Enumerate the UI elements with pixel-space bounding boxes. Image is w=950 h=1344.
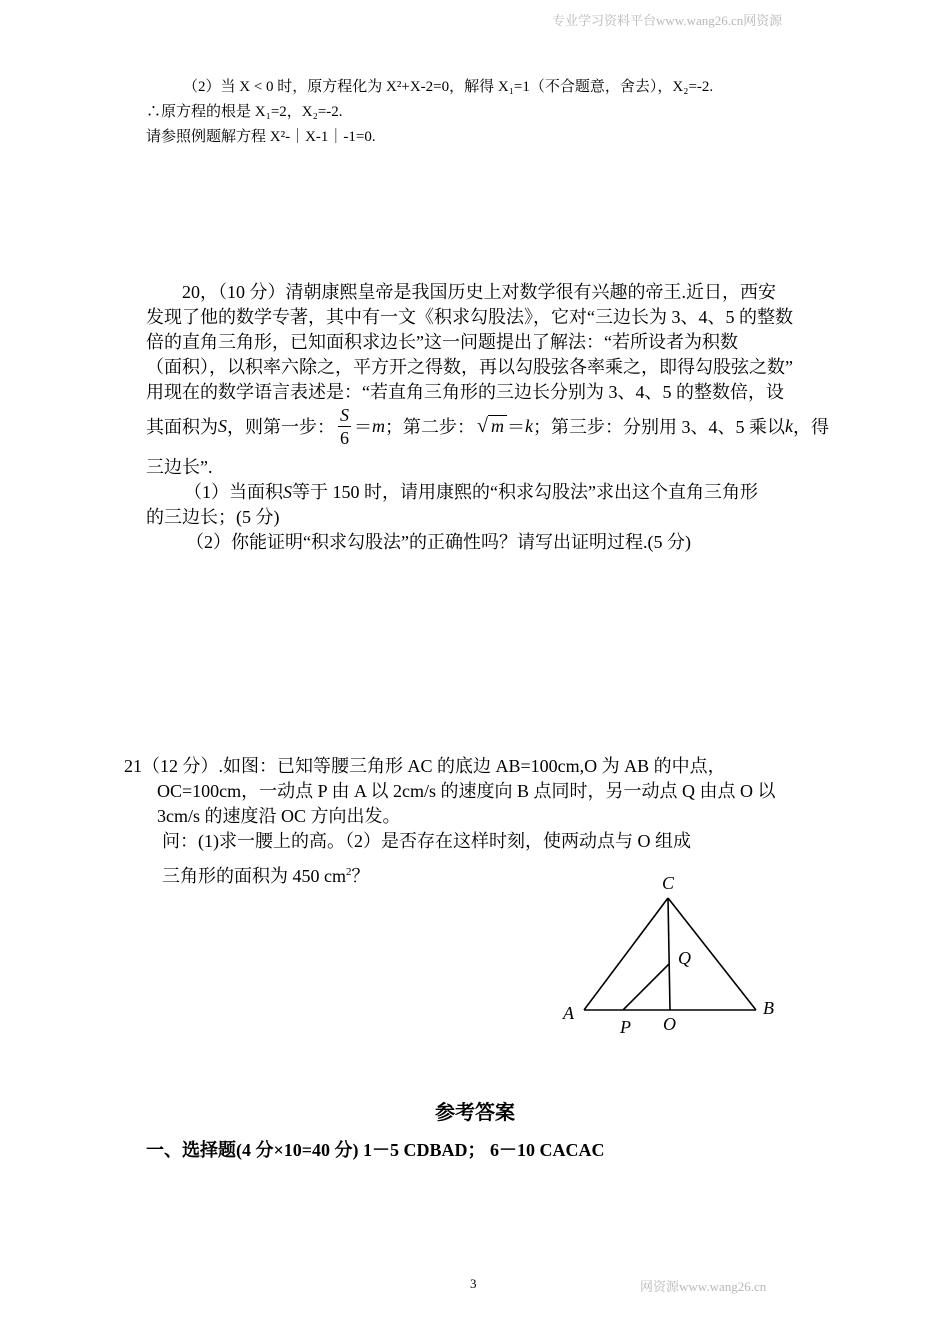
label-q: Q <box>678 948 691 968</box>
q20-line-1: 20，（10 分）清朝康熙皇帝是我国历史上对数学很有兴趣的帝王.近日，西安 <box>182 282 776 302</box>
q20-text-g: ，得 <box>792 417 829 437</box>
var-m: m <box>372 415 385 436</box>
var-k-2: k <box>784 415 793 436</box>
q21-line-4: 问：(1)求一腰上的高。（2）是否存在这样时刻，使两动点与 O 组成 <box>162 831 691 851</box>
q20-formula-line <box>146 402 829 450</box>
q20-part-2: （2）你能证明“积求勾股法”的正确性吗？请写出证明过程.(5 分) <box>186 532 691 552</box>
label-c: C <box>662 873 675 893</box>
header-watermark: 专业学习资料平台www.wang26.cn网资源 <box>552 13 783 28</box>
q20-part-1-c: 的三边长；(5 分) <box>146 507 280 527</box>
page-number: 3 <box>470 1276 477 1291</box>
fraction-numerator: S <box>340 404 349 425</box>
q20-line-4: （面积），以积率六除之，平方开之得数，再以勾股弦各率乘之，即得勾股弦之数” <box>146 357 793 377</box>
q20-line-7: 三边长”. <box>146 457 213 477</box>
var-k: k <box>524 415 533 436</box>
q21-line-5-a: 三角形的面积为 450 cm <box>162 866 346 886</box>
q20-text-a: 其面积为 <box>146 417 218 437</box>
label-b: B <box>763 998 774 1018</box>
q19-line-3: 请参照例题解方程 X²-｜X-1｜-1=0. <box>146 129 376 145</box>
fraction-s-over-6 <box>338 404 351 449</box>
q20-text-b: ，则第一步： <box>227 417 335 437</box>
side-ac <box>584 898 668 1010</box>
q20-line-5: 用现在的数学语言表述是：“若直角三角形的三边长分别为 3、4、5 的整数倍，设 <box>146 382 784 402</box>
q21-line-5-sup: 2 <box>346 866 352 878</box>
var-s-part1: S <box>283 482 292 502</box>
var-s: S <box>218 415 227 436</box>
sqrt-radicand: m <box>488 415 507 436</box>
q20-text-c: ＝ <box>354 417 372 437</box>
q19-line-1: （2）当 X < 0 时，原方程化为 X²+X-2=0，解得 X₁=1（不合题意，舍去），X₂=-2. <box>183 79 714 95</box>
label-p: P <box>620 1017 631 1037</box>
q20-part-1 <box>184 478 758 504</box>
segment-oc <box>668 898 670 1010</box>
q20-line-3: 倍的直角三角形，已知面积求边长”这一问题提出了解法：“若所设者为积数 <box>146 332 738 352</box>
answers-title: 参考答案 <box>435 1102 515 1124</box>
q21-line-5 <box>162 862 370 888</box>
q20-text-d: ；第二步： <box>385 417 475 437</box>
q20-line-2: 发现了他的数学专著，其中有一文《积求勾股法》，它对“三边长为 3、4、5 的整数 <box>146 307 793 327</box>
q19-line-2: ∴原方程的根是 X₁=2，X₂=-2. <box>146 104 343 120</box>
q21-line-1: 21（12 分）.如图：已知等腰三角形 AC 的底边 AB=100cm,O 为 AB 的中点， <box>124 756 726 776</box>
answers-line-1: 一、选择题(4 分×10=40 分) 1－5 CDBAD； 6－10 CACAC <box>146 1140 605 1160</box>
label-a: A <box>563 1003 574 1023</box>
q21-line-5-b: ？ <box>351 866 370 886</box>
segment-pq <box>623 964 669 1010</box>
q21-line-3: 3cm/s 的速度沿 OC 方向出发。 <box>157 806 401 826</box>
q20-part-1-a: （1）当面积 <box>184 482 283 502</box>
fraction-denominator: 6 <box>340 427 349 448</box>
footer-watermark: 网资源www.wang26.cn <box>640 1279 767 1294</box>
q20-part-1-b: 等于 150 时，请用康熙的“积求勾股法”求出这个直角三角形 <box>292 482 758 502</box>
sqrt-m <box>477 415 507 438</box>
q20-text-e: ＝ <box>506 417 525 437</box>
q21-line-2: OC=100cm，一动点 P 由 A 以 2cm/s 的速度向 B 点同时，另一动点 Q 由点 O 以 <box>157 781 776 801</box>
q20-text-f: ；第三步：分别用 3、4、5 乘以 <box>532 417 785 437</box>
label-o: O <box>663 1014 676 1034</box>
sqrt-symbol: √ <box>477 414 488 437</box>
